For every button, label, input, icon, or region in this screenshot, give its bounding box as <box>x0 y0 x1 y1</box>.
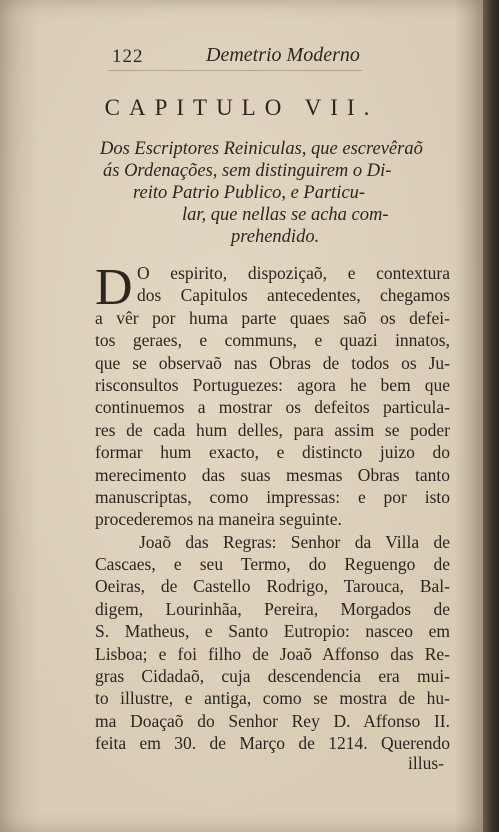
text-line-content: feita em 30. de Março de 1214. Querendo <box>95 733 450 754</box>
text-line <box>95 732 450 774</box>
subtitle-line: ás Ordenações, sem distinguirem o Di- <box>103 161 392 181</box>
text-line: gras Cidadaõ, cuja descendencia era mui- <box>95 666 450 687</box>
chapter-subtitle <box>95 138 465 248</box>
text-line: S. Matheus, e Santo Eutropio: nasceo em <box>95 621 450 642</box>
text-line: manuscriptas, como impressas: e por isto <box>95 486 450 507</box>
text-line: dos Capitulos antecedentes, chegamos <box>137 285 450 306</box>
chapter-title: CAPITULO VII. <box>104 95 379 120</box>
body-text <box>95 259 450 774</box>
text-line: O espirito, dispoziçaõ, e contextura <box>137 263 450 283</box>
text-line: que se observaõ nas Obras de todos os Ju- <box>95 352 450 373</box>
page-edge <box>483 0 499 832</box>
text-line: tos geraes, e communs, e quazi innatos, <box>95 330 450 351</box>
text-line: a vêr por huma parte quaes saõ os defei- <box>95 307 450 328</box>
text-line: formar hum exacto, e distincto juizo do <box>95 442 450 463</box>
text-line: res de cada hum delles, para assim se poder <box>95 419 450 440</box>
text-line: Joaõ das Regras: Senhor da Villa de <box>139 531 450 552</box>
text-line: Lisboa; e foi filho de Joaõ Affonso das Re- <box>95 643 450 664</box>
text-line: Oeiras, de Castello Rodrigo, Tarouca, Bal- <box>95 576 450 597</box>
header-rule <box>108 70 362 71</box>
text-line: to illustre, e antiga, como se mostra de hu- <box>95 688 450 709</box>
catchword: illus- <box>408 753 444 774</box>
subtitle-line: prehendido. <box>231 227 320 247</box>
subtitle-line: lar, que nellas se acha com- <box>182 205 389 225</box>
page-number: 122 <box>112 46 144 67</box>
text-line: ma Doaçaõ do Senhor Rey D. Affonso II. <box>95 710 450 731</box>
text-line: digem, Lourinhãa, Pereira, Morgados de <box>95 598 450 619</box>
subtitle-line: Dos Escriptores Reiniculas, que escrevêraõ <box>100 139 423 159</box>
text-line: continuemos a mostrar os defeitos particula- <box>95 397 450 418</box>
text-line: merecimento das suas mesmas Obras tanto <box>95 464 450 485</box>
text-line: risconsultos Portuguezes: agora he bem que <box>95 374 450 395</box>
text-line: procederemos na maneira seguinte. <box>95 509 342 530</box>
text-line: Cascaes, e seu Termo, do Reguengo de <box>95 554 450 575</box>
subtitle-line: reito Patrio Publico, e Particu- <box>133 183 366 203</box>
drop-cap: D <box>95 259 133 316</box>
running-title: Demetrio Moderno <box>206 44 360 66</box>
